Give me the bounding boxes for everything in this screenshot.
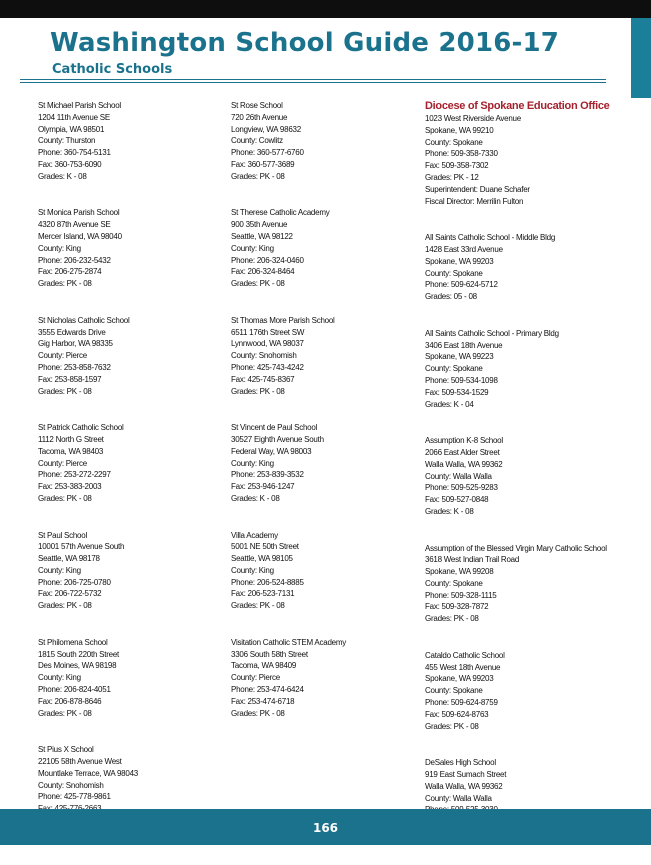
diocese-office-heading: Diocese of Spokane Education Office: [425, 100, 610, 112]
school-detail: County: Walla Walla: [425, 793, 492, 803]
school-detail: Seattle, WA 98122: [231, 231, 293, 241]
school-detail: Grades: PK - 08: [231, 601, 285, 611]
school-name: St Monica Parish School: [38, 208, 120, 218]
office-detail: Grades: PK - 12: [425, 172, 479, 182]
school-detail: Mercer Island, WA 98040: [38, 231, 122, 241]
school-detail: Phone: 360-577-6760: [231, 148, 304, 158]
school-entry: [231, 422, 421, 505]
office-detail: County: Spokane: [425, 137, 483, 147]
school-detail: 3555 Edwards Drive: [38, 327, 106, 337]
school-detail: Phone: 206-824-4051: [38, 685, 111, 695]
school-detail: 455 West 18th Avenue: [425, 662, 501, 672]
school-column-1: [38, 100, 228, 852]
school-detail: County: King: [231, 565, 274, 575]
school-name: St Philomena School: [38, 637, 108, 647]
header-rule-bottom: [20, 82, 606, 83]
school-detail: Phone: 509-534-1098: [425, 375, 498, 385]
school-name: St Rose School: [231, 101, 283, 110]
school-detail: Grades: PK - 08: [38, 493, 92, 503]
school-entry: [38, 207, 228, 290]
school-detail: County: Spokane: [425, 686, 483, 696]
school-detail: Fax: 360-577-3689: [231, 159, 295, 169]
school-detail: Phone: 425-778-9861: [38, 792, 111, 802]
office-detail: 1023 West Riverside Avenue: [425, 114, 521, 123]
school-detail: Fax: 206-722-5732: [38, 589, 102, 599]
school-detail: County: Thurston: [38, 136, 96, 146]
school-detail: Longview, WA 98632: [231, 124, 301, 134]
school-detail: 5001 NE 50th Street: [231, 542, 299, 552]
school-detail: Fax: 425-745-8367: [231, 374, 295, 384]
school-name: St Vincent de Paul School: [231, 423, 318, 433]
school-entry: [425, 328, 615, 411]
school-detail: Grades: K - 08: [231, 493, 280, 503]
office-detail: Spokane, WA 99210: [425, 125, 494, 135]
school-entry: [425, 650, 615, 733]
school-name: St Patrick Catholic School: [38, 423, 124, 433]
office-detail: Fiscal Director: Merrilin Fulton: [425, 196, 524, 206]
school-entry: [38, 530, 228, 613]
office-detail: Fax: 509-358-7302: [425, 161, 489, 171]
school-detail: Grades: K - 04: [425, 399, 474, 409]
school-detail: 4320 87th Avenue SE: [38, 220, 111, 230]
diocese-column: [425, 99, 615, 865]
school-detail: Lynnwood, WA 98037: [231, 339, 304, 349]
school-detail: 720 26th Avenue: [231, 112, 288, 122]
school-detail: 2066 East Alder Street: [425, 447, 500, 457]
school-detail: Fax: 253-383-2003: [38, 482, 102, 492]
school-detail: Spokane, WA 99223: [425, 352, 494, 362]
school-detail: 3618 West Indian Trail Road: [425, 555, 520, 565]
school-detail: Fax: 509-624-8763: [425, 709, 489, 719]
school-entry: [231, 207, 421, 290]
school-detail: 30527 Eighth Avenue South: [231, 434, 324, 444]
school-detail: County: Spokane: [425, 364, 483, 374]
school-detail: Fax: 253-858-1597: [38, 374, 102, 384]
school-entry: [231, 530, 421, 613]
school-detail: Grades: K - 08: [425, 506, 474, 516]
school-detail: Phone: 509-624-5712: [425, 280, 498, 290]
school-detail: Grades: PK - 08: [38, 279, 92, 289]
school-entry: [231, 100, 421, 183]
school-name: Cataldo Catholic School: [425, 650, 505, 660]
school-detail: Tacoma, WA 98403: [38, 446, 104, 456]
school-detail: County: Walla Walla: [425, 471, 492, 481]
school-name: All Saints Catholic School - Primary Bldg: [425, 328, 559, 338]
school-detail: Olympia, WA 98501: [38, 124, 105, 134]
school-detail: Federal Way, WA 98003: [231, 446, 312, 456]
school-name: DeSales High School: [425, 758, 496, 768]
school-detail: 3406 East 18th Avenue: [425, 340, 503, 350]
school-detail: County: Spokane: [425, 578, 483, 588]
header-rule-top: [20, 79, 606, 80]
school-detail: 919 East Sumach Street: [425, 770, 507, 780]
school-entry: [38, 422, 228, 505]
school-name: Assumption K-8 School: [425, 436, 503, 446]
school-detail: Grades: PK - 08: [425, 614, 479, 624]
school-detail: 1815 South 220th Street: [38, 649, 119, 659]
school-detail: Fax: 253-474-6718: [231, 696, 295, 706]
school-detail: Phone: 425-743-4242: [231, 362, 304, 372]
school-detail: County: Snohomish: [231, 351, 297, 361]
school-entry: [425, 543, 615, 626]
school-entry: [231, 637, 421, 720]
school-detail: Phone: 206-324-0460: [231, 255, 304, 265]
school-detail: Fax: 509-527-0848: [425, 495, 489, 505]
school-detail: Seattle, WA 98105: [231, 554, 293, 564]
school-detail: Phone: 509-624-8759: [425, 698, 498, 708]
school-detail: County: Spokane: [425, 268, 483, 278]
school-detail: 1428 East 33rd Avenue: [425, 244, 503, 254]
school-detail: Spokane, WA 99203: [425, 256, 494, 266]
school-entry: [38, 315, 228, 398]
school-detail: 1204 11th Avenue SE: [38, 112, 110, 122]
school-detail: Phone: 253-839-3532: [231, 470, 304, 480]
top-bar: [0, 0, 651, 18]
school-detail: County: Pierce: [38, 458, 87, 468]
school-detail: County: King: [231, 243, 274, 253]
school-entry: [38, 100, 228, 183]
school-detail: Fax: 360-753-6090: [38, 159, 102, 169]
office-detail: Phone: 509-358-7330: [425, 149, 498, 159]
school-column-2: [231, 100, 421, 744]
school-detail: County: Snohomish: [38, 780, 104, 790]
school-name: St Nicholas Catholic School: [38, 315, 130, 325]
school-detail: Grades: PK - 08: [38, 708, 92, 718]
school-detail: Grades: PK - 08: [231, 171, 285, 181]
school-detail: County: Pierce: [231, 673, 280, 683]
school-detail: 1112 North G Street: [38, 434, 104, 444]
diocese-office-entry: [425, 99, 615, 207]
school-entry: [425, 232, 615, 303]
school-detail: Phone: 509-525-9283: [425, 483, 498, 493]
school-detail: Grades: PK - 08: [231, 708, 285, 718]
school-detail: 3306 South 58th Street: [231, 649, 308, 659]
school-detail: Fax: 206-324-8464: [231, 267, 295, 277]
school-detail: 900 35th Avenue: [231, 220, 288, 230]
school-entry: [425, 435, 615, 518]
side-accent-bar: [631, 18, 651, 98]
school-detail: Phone: 206-232-5432: [38, 255, 111, 265]
school-detail: County: King: [38, 565, 81, 575]
school-detail: Grades: 05 - 08: [425, 292, 477, 302]
school-detail: Fax: 509-328-7872: [425, 602, 489, 612]
school-detail: Fax: 253-946-1247: [231, 482, 295, 492]
school-entry: [38, 637, 228, 720]
section-subtitle: Catholic Schools: [52, 62, 173, 77]
school-name: St Therese Catholic Academy: [231, 208, 330, 218]
school-detail: Gig Harbor, WA 98335: [38, 339, 113, 349]
school-detail: Grades: PK - 08: [231, 386, 285, 396]
footer-bar: [0, 809, 651, 845]
page-number: 166: [312, 821, 339, 835]
school-detail: Phone: 206-524-8885: [231, 577, 304, 587]
school-detail: County: King: [231, 458, 274, 468]
school-detail: Grades: PK - 08: [38, 601, 92, 611]
school-detail: 22105 58th Avenue West: [38, 757, 122, 767]
school-detail: County: King: [38, 673, 81, 683]
school-detail: Walla Walla, WA 99362: [425, 459, 503, 469]
page-title: Washington School Guide 2016-17: [50, 28, 560, 58]
school-detail: Phone: 253-858-7632: [38, 362, 111, 372]
school-detail: Walla Walla, WA 99362: [425, 781, 503, 791]
school-detail: Seattle, WA 98178: [38, 554, 100, 564]
school-detail: County: King: [38, 243, 81, 253]
school-name: St Michael Parish School: [38, 101, 121, 110]
school-detail: Fax: 206-275-2874: [38, 267, 102, 277]
school-detail: Fax: 206-523-7131: [231, 589, 295, 599]
school-name: St Paul School: [38, 530, 87, 540]
school-detail: County: Pierce: [38, 351, 87, 361]
school-detail: 6511 176th Street SW: [231, 327, 305, 337]
school-detail: Des Moines, WA 98198: [38, 661, 117, 671]
school-detail: Spokane, WA 99203: [425, 674, 494, 684]
school-detail: Mountlake Terrace, WA 98043: [38, 768, 138, 778]
school-detail: Grades: PK - 08: [425, 721, 479, 731]
school-detail: Phone: 253-272-2297: [38, 470, 111, 480]
school-detail: County: Cowlitz: [231, 136, 283, 146]
school-detail: 10001 57th Avenue South: [38, 542, 125, 552]
school-detail: Grades: K - 08: [38, 171, 87, 181]
school-name: All Saints Catholic School - Middle Bldg: [425, 233, 556, 243]
school-detail: Tacoma, WA 98409: [231, 661, 297, 671]
school-detail: Grades: PK - 08: [231, 279, 285, 289]
school-detail: Phone: 253-474-6424: [231, 685, 304, 695]
school-detail: Phone: 206-725-0780: [38, 577, 111, 587]
school-detail: Fax: 206-878-8646: [38, 696, 102, 706]
school-name: St Thomas More Parish School: [231, 315, 335, 325]
school-name: Assumption of the Blessed Virgin Mary Catholic School: [425, 543, 607, 553]
school-detail: Fax: 509-534-1529: [425, 387, 489, 397]
school-name: Visitation Catholic STEM Academy: [231, 637, 347, 647]
school-detail: Grades: PK - 08: [38, 386, 92, 396]
office-detail: Superintendent: Duane Schafer: [425, 184, 530, 194]
school-detail: Spokane, WA 99208: [425, 567, 494, 577]
school-name: Villa Academy: [231, 530, 278, 540]
school-detail: Phone: 360-754-5131: [38, 148, 111, 158]
school-detail: Phone: 509-328-1115: [425, 590, 497, 600]
school-name: St Pius X School: [38, 745, 94, 755]
school-entry: [231, 315, 421, 398]
